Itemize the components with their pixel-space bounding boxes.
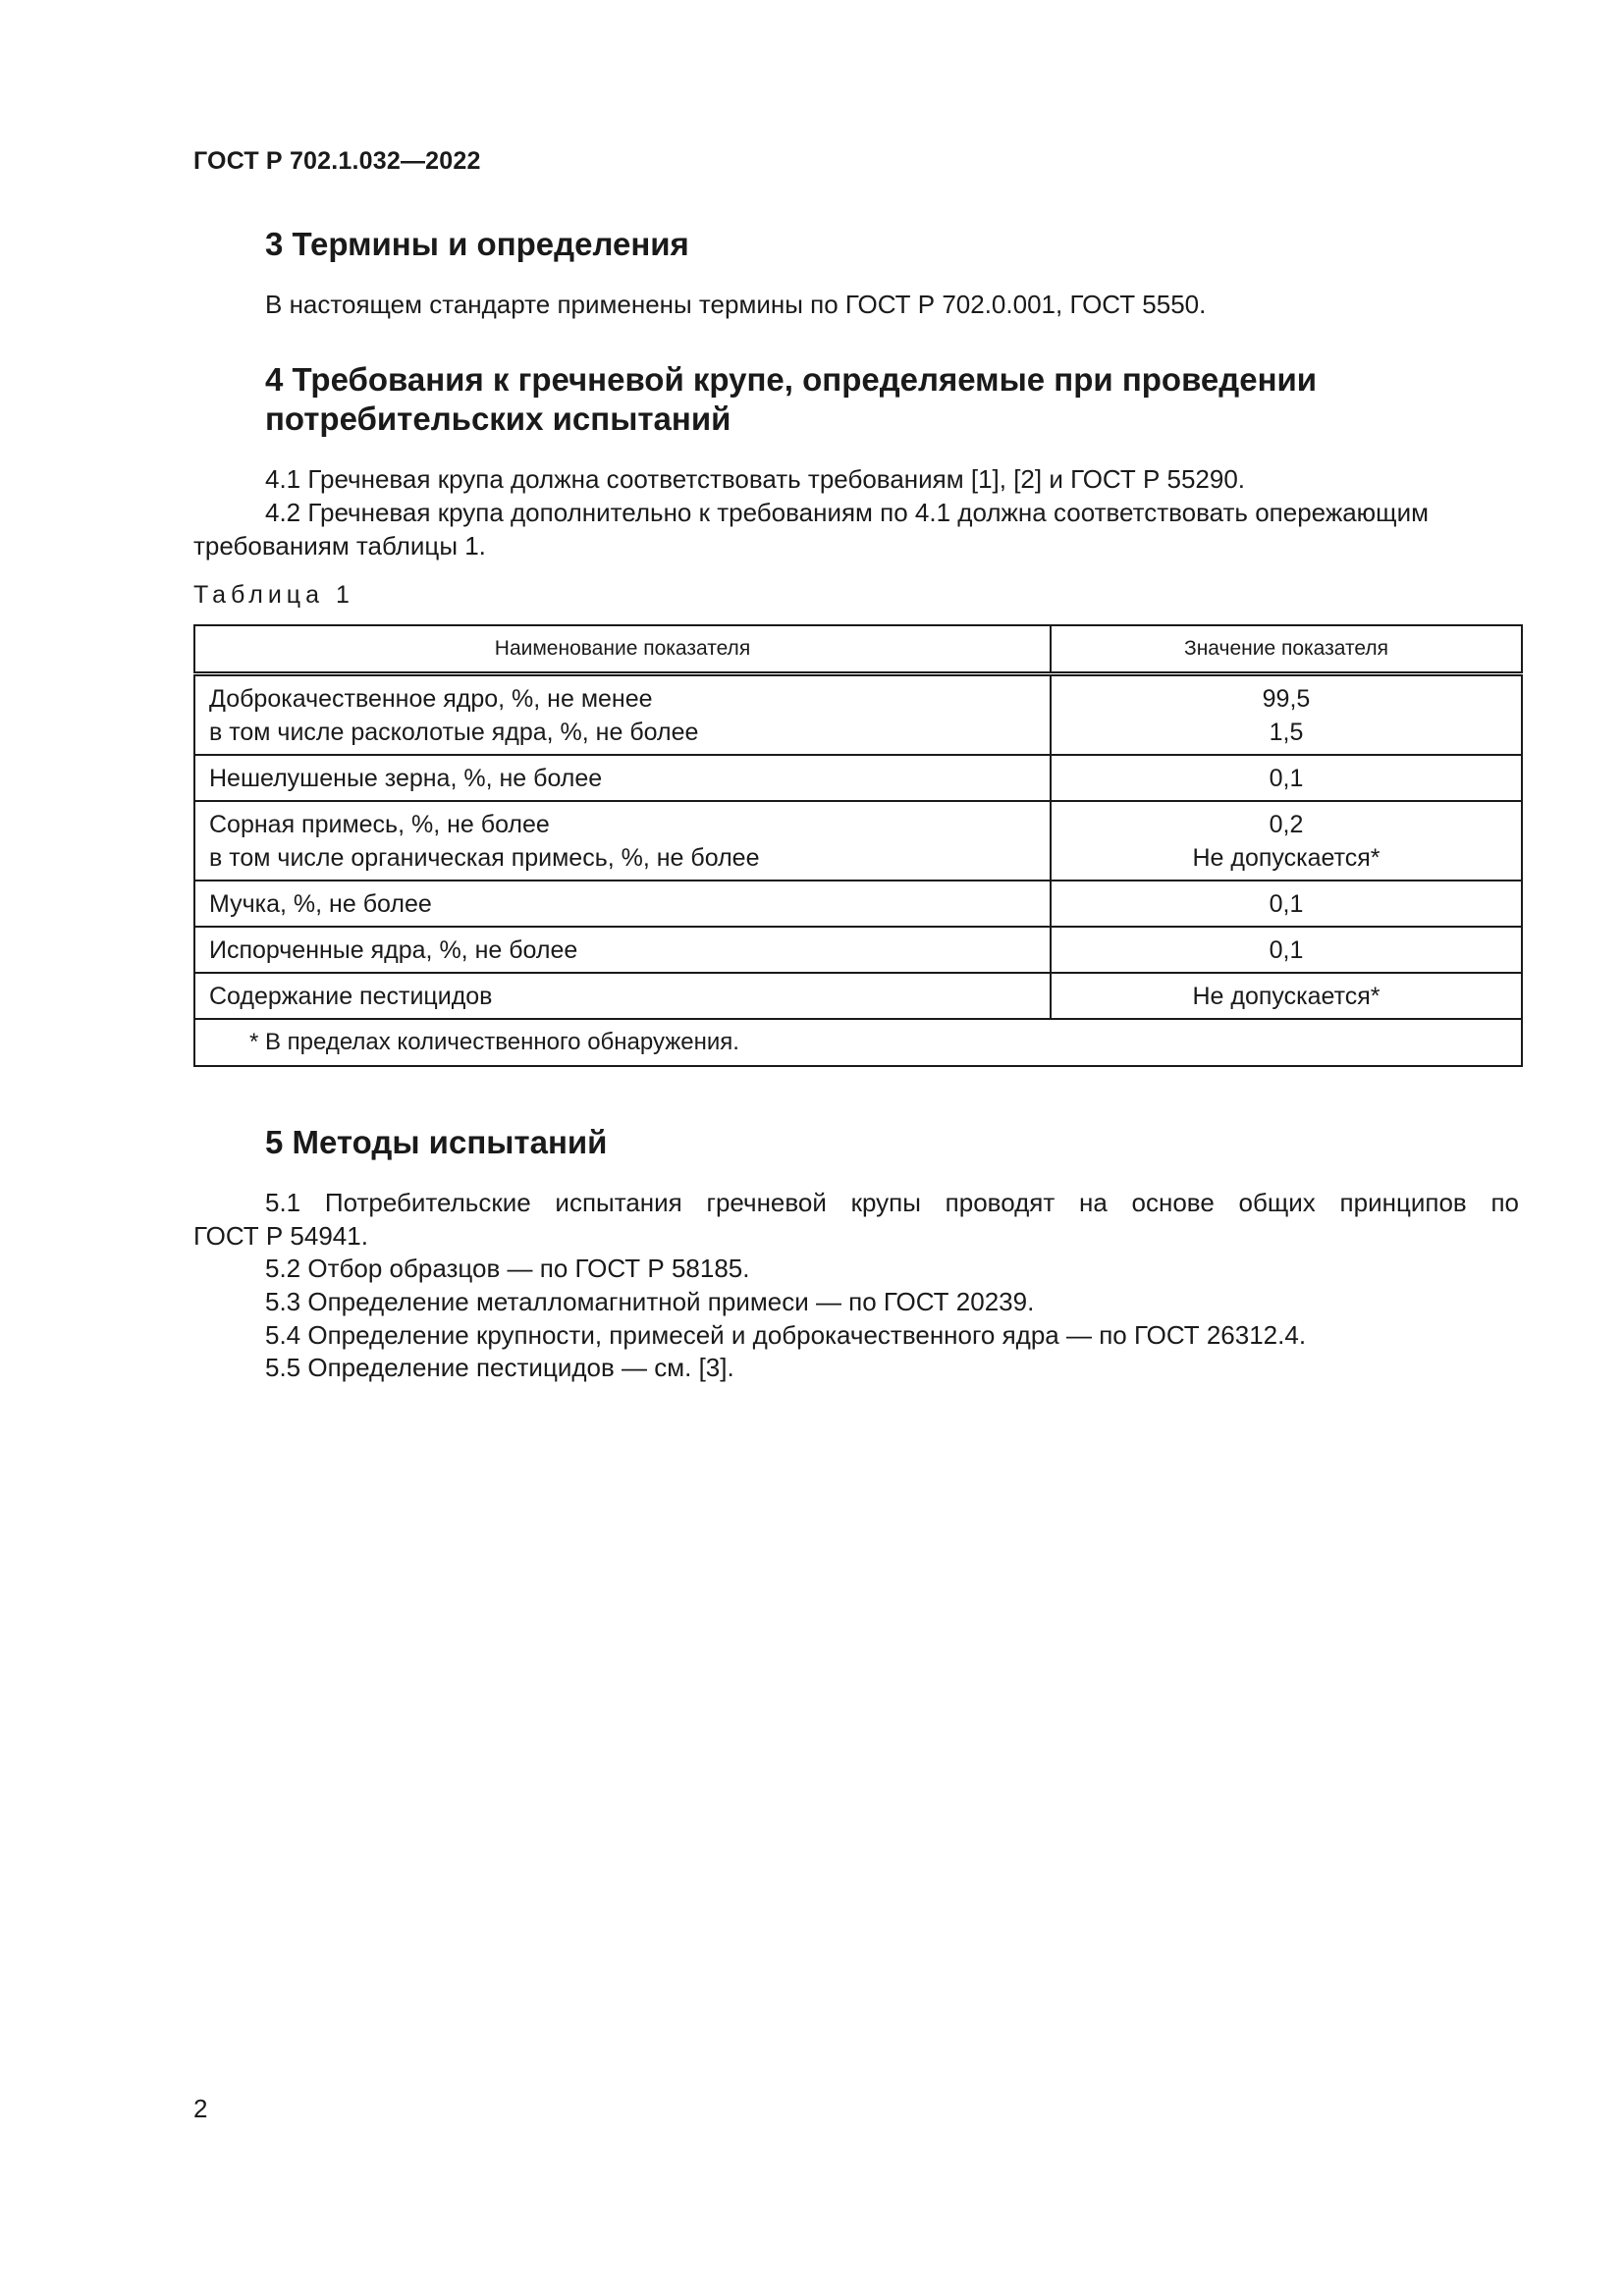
indicator-value-line: 99,5 (1262, 684, 1311, 713)
indicator-name: Нешелушеные зерна, %, не более (194, 755, 1051, 801)
section-5-paragraph-2: 5.2 Отбор образцов — по ГОСТ Р 58185. (265, 1254, 750, 1283)
indicator-name (194, 801, 1051, 881)
section-3-title: 3 Термины и определения (265, 226, 689, 262)
indicator-subname-line: в том числе органическая примесь, %, не более (209, 843, 760, 872)
table-header-row (194, 625, 1522, 674)
indicator-subvalue-line: 1,5 (1269, 718, 1304, 746)
indicator-value: Не допускается* (1051, 973, 1522, 1019)
section-5-paragraph-3: 5.3 Определение металломагнитной примеси — по ГОСТ 20239. (265, 1287, 1035, 1316)
table-footnote-row (194, 1019, 1522, 1066)
indicator-name: Содержание пестицидов (194, 973, 1051, 1019)
section-5-title: 5 Методы испытаний (265, 1124, 608, 1160)
section-3-text: В настоящем стандарте применены термины по ГОСТ Р 702.0.001, ГОСТ 5550. (265, 290, 1207, 319)
indicator-subvalue-line: Не допускается* (1192, 843, 1380, 872)
table-footnote: * В пределах количественного обнаружения. (194, 1019, 1522, 1066)
indicator-name (194, 674, 1051, 756)
table-caption: Таблица 1 (193, 581, 354, 609)
table-row (194, 973, 1522, 1019)
section-4-paragraph-2-line1: 4.2 Гречневая крупа дополнительно к требованиям по 4.1 должна соответствовать опережающим (265, 498, 1429, 527)
indicator-value (1051, 801, 1522, 881)
column-header-value: Значение показателя (1051, 625, 1522, 674)
indicator-name-line: Сорная примесь, %, не более (209, 810, 550, 838)
table-row (194, 881, 1522, 927)
indicator-value: 0,1 (1051, 927, 1522, 973)
page-number: 2 (193, 2094, 208, 2123)
table-row (194, 755, 1522, 801)
section-4-title-line1: 4 Требования к гречневой крупе, определяемые при проведении (265, 361, 1318, 398)
requirements-table (193, 624, 1523, 1067)
section-5-paragraph-5: 5.5 Определение пестицидов — см. [3]. (265, 1353, 734, 1382)
section-5-paragraph-1-line2: ГОСТ Р 54941. (193, 1221, 368, 1251)
table-row (194, 674, 1522, 756)
indicator-name: Испорченные ядра, %, не более (194, 927, 1051, 973)
section-5-paragraph-4: 5.4 Определение крупности, примесей и доброкачественного ядра — по ГОСТ 26312.4. (265, 1320, 1307, 1350)
section-4-paragraph-1: 4.1 Гречневая крупа должна соответствовать требованиям [1], [2] и ГОСТ Р 55290. (265, 464, 1246, 494)
table-row (194, 927, 1522, 973)
document-code: ГОСТ Р 702.1.032—2022 (193, 147, 481, 175)
indicator-value: 0,1 (1051, 881, 1522, 927)
indicator-value (1051, 674, 1522, 756)
column-header-name: Наименование показателя (194, 625, 1051, 674)
section-5-paragraph-1-line1: 5.1 Потребительские испытания гречневой крупы проводят на основе общих принципов по (265, 1188, 1519, 1217)
section-4-title-line2: потребительских испытаний (265, 400, 731, 437)
indicator-value-line: 0,2 (1269, 810, 1304, 838)
table-row (194, 801, 1522, 881)
indicator-name-line: Доброкачественное ядро, %, не менее (209, 684, 653, 713)
indicator-value: 0,1 (1051, 755, 1522, 801)
indicator-name: Мучка, %, не более (194, 881, 1051, 927)
section-4-paragraph-2-line2: требованиям таблицы 1. (193, 531, 486, 561)
indicator-subname-line: в том числе расколотые ядра, %, не более (209, 718, 699, 746)
